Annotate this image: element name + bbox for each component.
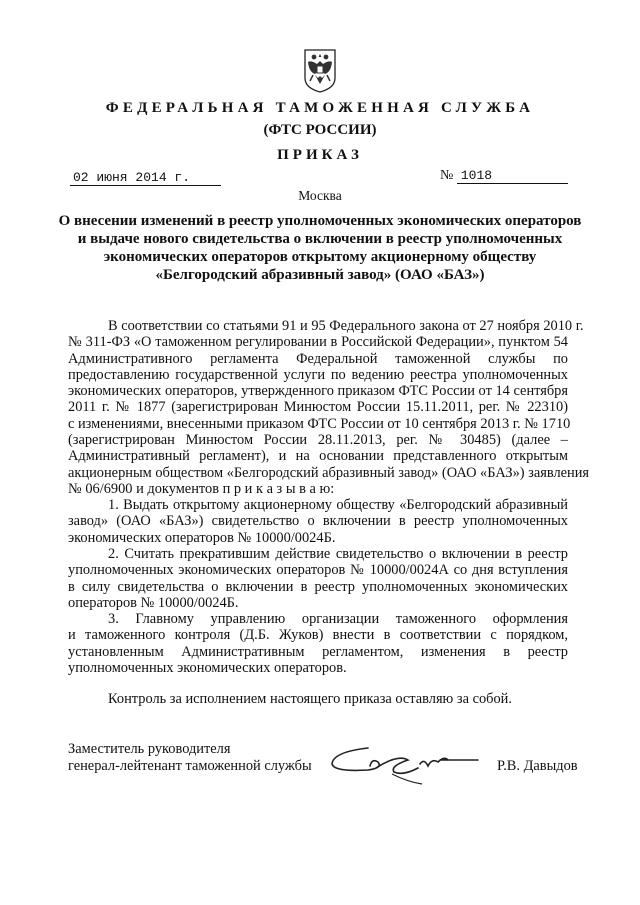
- text-line: уполномоченных экономических операторов № 10000/0024А со дня вступления: [68, 562, 568, 579]
- control-statement: Контроль за исполнением настоящего приказа оставляю за собой.: [108, 691, 512, 707]
- text-line: Административный регламент), и на основании представленного открытым: [68, 448, 568, 465]
- agency-name: ФЕДЕРАЛЬНАЯ ТАМОЖЕННАЯ СЛУЖБА: [105, 100, 535, 116]
- signatory-title-line: генерал-лейтенант таможенной службы: [68, 758, 312, 774]
- preamble-paragraph: [68, 318, 590, 497]
- text-line: 3. Главному управлению организации таможенного оформления: [108, 611, 568, 627]
- order-date: 02 июня 2014 г.: [70, 170, 221, 186]
- text-line: уполномоченных экономических операторов.: [68, 659, 347, 676]
- document-type: ПРИКАЗ: [277, 147, 363, 163]
- text-line: экономических операторов № 10000/0024Б.: [68, 529, 336, 546]
- order-item-3: [68, 611, 568, 676]
- city: Москва: [298, 188, 342, 203]
- order-heading: [0, 212, 640, 284]
- text-line: В соответствии со статьями 91 и 95 Федерального закона от 27 ноября 2010 г.: [108, 318, 584, 334]
- text-line: в силу свидетельства о включении в реестр уполномоченных экономических: [68, 578, 568, 595]
- heading-line: экономических операторов открытому акционерному обществу: [103, 249, 537, 265]
- handwritten-signature: [328, 738, 488, 788]
- number-value: 1018: [457, 168, 568, 184]
- text-line: завод» (ОАО «БАЗ») свидетельство о включении в реестр уполномоченных: [68, 513, 568, 530]
- coat-of-arms-icon: [303, 48, 337, 94]
- text-line: акционерным обществом «Белгородский абразивный завод» (ОАО «БАЗ») заявления: [68, 464, 590, 481]
- heading-line: О внесении изменений в реестр уполномоченных экономических операторов: [58, 213, 582, 229]
- agency-short-name: (ФТС РОССИИ): [263, 122, 377, 138]
- text-line: с изменениями, внесенными приказом ФТС России от 10 сентября 2013 г. № 1710: [68, 415, 571, 432]
- heading-line: «Белгородский абразивный завод» (ОАО «БАЗ»): [155, 267, 485, 283]
- signatory-title-line: Заместитель руководителя: [68, 741, 231, 757]
- order-number: [440, 168, 570, 184]
- text-line: 1. Выдать открытому акционерному обществу «Белгородский абразивный: [108, 497, 568, 513]
- text-line: № 311-ФЗ «О таможенном регулировании в Российской Федерации», пунктом 54: [68, 334, 568, 351]
- text-line: и таможенного контроля (Д.Б. Жуков) внести в соответствии с порядком,: [68, 627, 568, 644]
- text-line: 2. Считать прекратившим действие свидетельство о включении в реестр: [108, 546, 568, 562]
- order-item-1: [68, 497, 568, 546]
- text-line: № 06/6900 и документов п р и к а з ы в а ю:: [68, 480, 335, 497]
- text-line: операторов № 10000/0024Б.: [68, 594, 239, 611]
- text-line: Административного регламента Федеральной таможенной службы по: [68, 350, 568, 367]
- number-label: №: [440, 168, 454, 183]
- signatory-name: Р.В. Давыдов: [497, 758, 578, 774]
- text-line: установленным Административным регламентом, изменения в реестр: [68, 643, 568, 660]
- text-line: (зарегистрирован Минюстом России 28.11.2013, рег. № 30485) (далее –: [68, 432, 568, 449]
- signatory-title: [68, 741, 312, 775]
- text-line: предоставлению государственной услуги по ведению реестра уполномоченных: [68, 366, 568, 383]
- text-line: экономических операторов, утвержденного приказом ФТС России от 14 сентября: [68, 383, 568, 400]
- heading-line: и выдаче нового свидетельства о включении в реестр уполномоченных: [77, 231, 563, 247]
- order-item-2: [68, 546, 568, 611]
- text-line: 2011 г. № 1877 (зарегистрирован Минюстом России 15.11.2011, рег. № 22310): [68, 399, 568, 416]
